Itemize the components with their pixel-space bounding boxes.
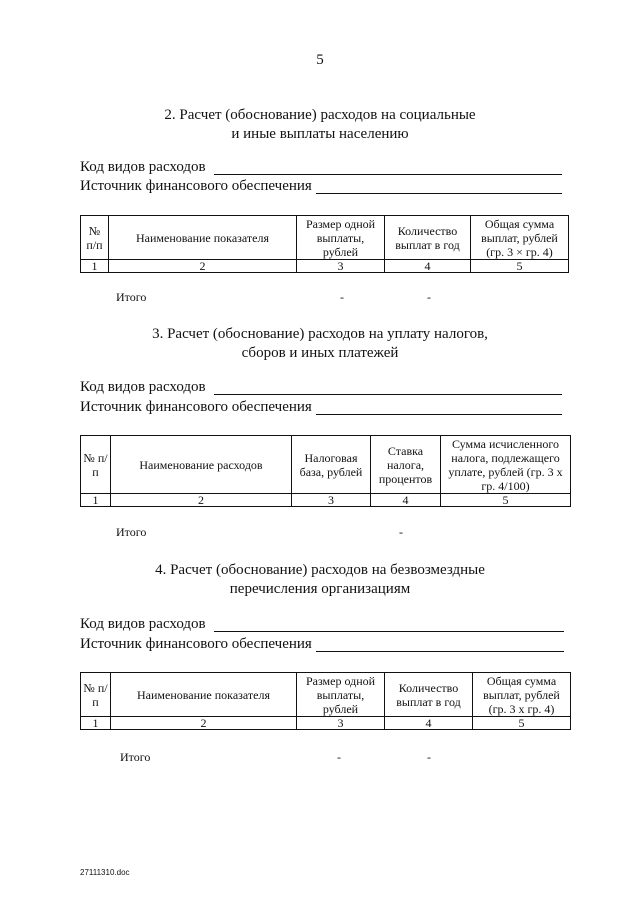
column-number-row [81, 494, 571, 507]
total-label: Итого [116, 525, 147, 539]
header-cell: № п/п [81, 673, 111, 717]
header-cell: Сумма исчисленного налога, подлежащего уплате, рублей (гр. 3 х гр. 4/100) [441, 436, 571, 494]
total-label: Итого [116, 290, 147, 304]
total-value: - [399, 525, 403, 539]
expense-code-line [214, 394, 562, 395]
expense-code-line [214, 174, 562, 175]
column-number-cell: 3 [297, 717, 385, 730]
header-cell: Налоговая база, рублей [292, 436, 371, 494]
funding-source-field [80, 635, 312, 654]
section-4-table [80, 672, 571, 730]
column-number-cell: 5 [471, 260, 569, 273]
header-cell: Количество выплат в год [385, 216, 471, 260]
column-number-cell: 5 [441, 494, 571, 507]
column-number-cell: 5 [473, 717, 571, 730]
funding-source-field [80, 398, 312, 417]
section-title-line: 4. Расчет (обоснование) расходов на безвозмездные [155, 562, 485, 578]
section-title-line: 2. Расчет (обоснование) расходов на социальные [164, 107, 476, 123]
funding-source-line [316, 193, 562, 194]
column-number-cell: 2 [111, 717, 297, 730]
page-number: 5 [316, 52, 324, 68]
column-number-cell: 3 [292, 494, 371, 507]
funding-source-label: Источник финансового обеспечения [80, 178, 312, 194]
table-header-row [81, 216, 569, 260]
funding-source-label: Источник финансового обеспечения [80, 399, 312, 415]
table-header-row [81, 673, 571, 717]
section-4-title [0, 561, 640, 599]
column-number-cell: 2 [111, 494, 292, 507]
header-cell: Наименование показателя [111, 673, 297, 717]
total-label: Итого [120, 750, 151, 764]
table-header-row [81, 436, 571, 494]
column-number-cell: 1 [81, 494, 111, 507]
section-3-title [0, 325, 640, 363]
header-cell: Размер одной выплаты, рублей [297, 673, 385, 717]
funding-source-label: Источник финансового обеспечения [80, 636, 312, 652]
header-cell: Количество выплат в год [385, 673, 473, 717]
column-number-cell: 4 [385, 260, 471, 273]
total-value: - [427, 750, 431, 764]
expense-code-field [80, 158, 206, 177]
expense-code-field [80, 378, 206, 397]
funding-source-line [316, 414, 562, 415]
column-number-row [81, 260, 569, 273]
column-number-cell: 1 [81, 260, 109, 273]
header-cell: Общая сумма выплат, рублей (гр. 3 х гр. 4) [473, 673, 571, 717]
header-cell: Размер одной выплаты, рублей [297, 216, 385, 260]
section-title-line: перечисления организациям [229, 581, 411, 597]
total-value: - [337, 750, 341, 764]
total-value: - [427, 290, 431, 304]
column-number-cell: 4 [385, 717, 473, 730]
expense-code-label: Код видов расходов [80, 159, 206, 175]
expense-code-field [80, 615, 206, 634]
section-title-line: 3. Расчет (обоснование) расходов на уплату налогов, [152, 326, 488, 342]
section-2-table [80, 215, 569, 273]
header-cell: № п/п [81, 436, 111, 494]
footer-filename: 27111310.doc [80, 868, 130, 877]
expense-code-label: Код видов расходов [80, 616, 206, 632]
column-number-row [81, 717, 571, 730]
total-value: - [340, 290, 344, 304]
section-title-line: сборов и иных платежей [241, 345, 399, 361]
section-3-table [80, 435, 571, 507]
expense-code-line [214, 631, 564, 632]
column-number-cell: 1 [81, 717, 111, 730]
header-cell: Наименование показателя [109, 216, 297, 260]
header-cell: Ставка налога, процентов [371, 436, 441, 494]
column-number-cell: 4 [371, 494, 441, 507]
header-cell: Общая сумма выплат, рублей (гр. 3 × гр. 4) [471, 216, 569, 260]
header-cell: Наименование расходов [111, 436, 292, 494]
funding-source-line [316, 651, 564, 652]
funding-source-field [80, 177, 312, 196]
header-cell: № п/п [81, 216, 109, 260]
column-number-cell: 3 [297, 260, 385, 273]
section-title-line: и иные выплаты населению [231, 126, 409, 142]
column-number-cell: 2 [109, 260, 297, 273]
section-2-title [0, 106, 640, 144]
expense-code-label: Код видов расходов [80, 379, 206, 395]
